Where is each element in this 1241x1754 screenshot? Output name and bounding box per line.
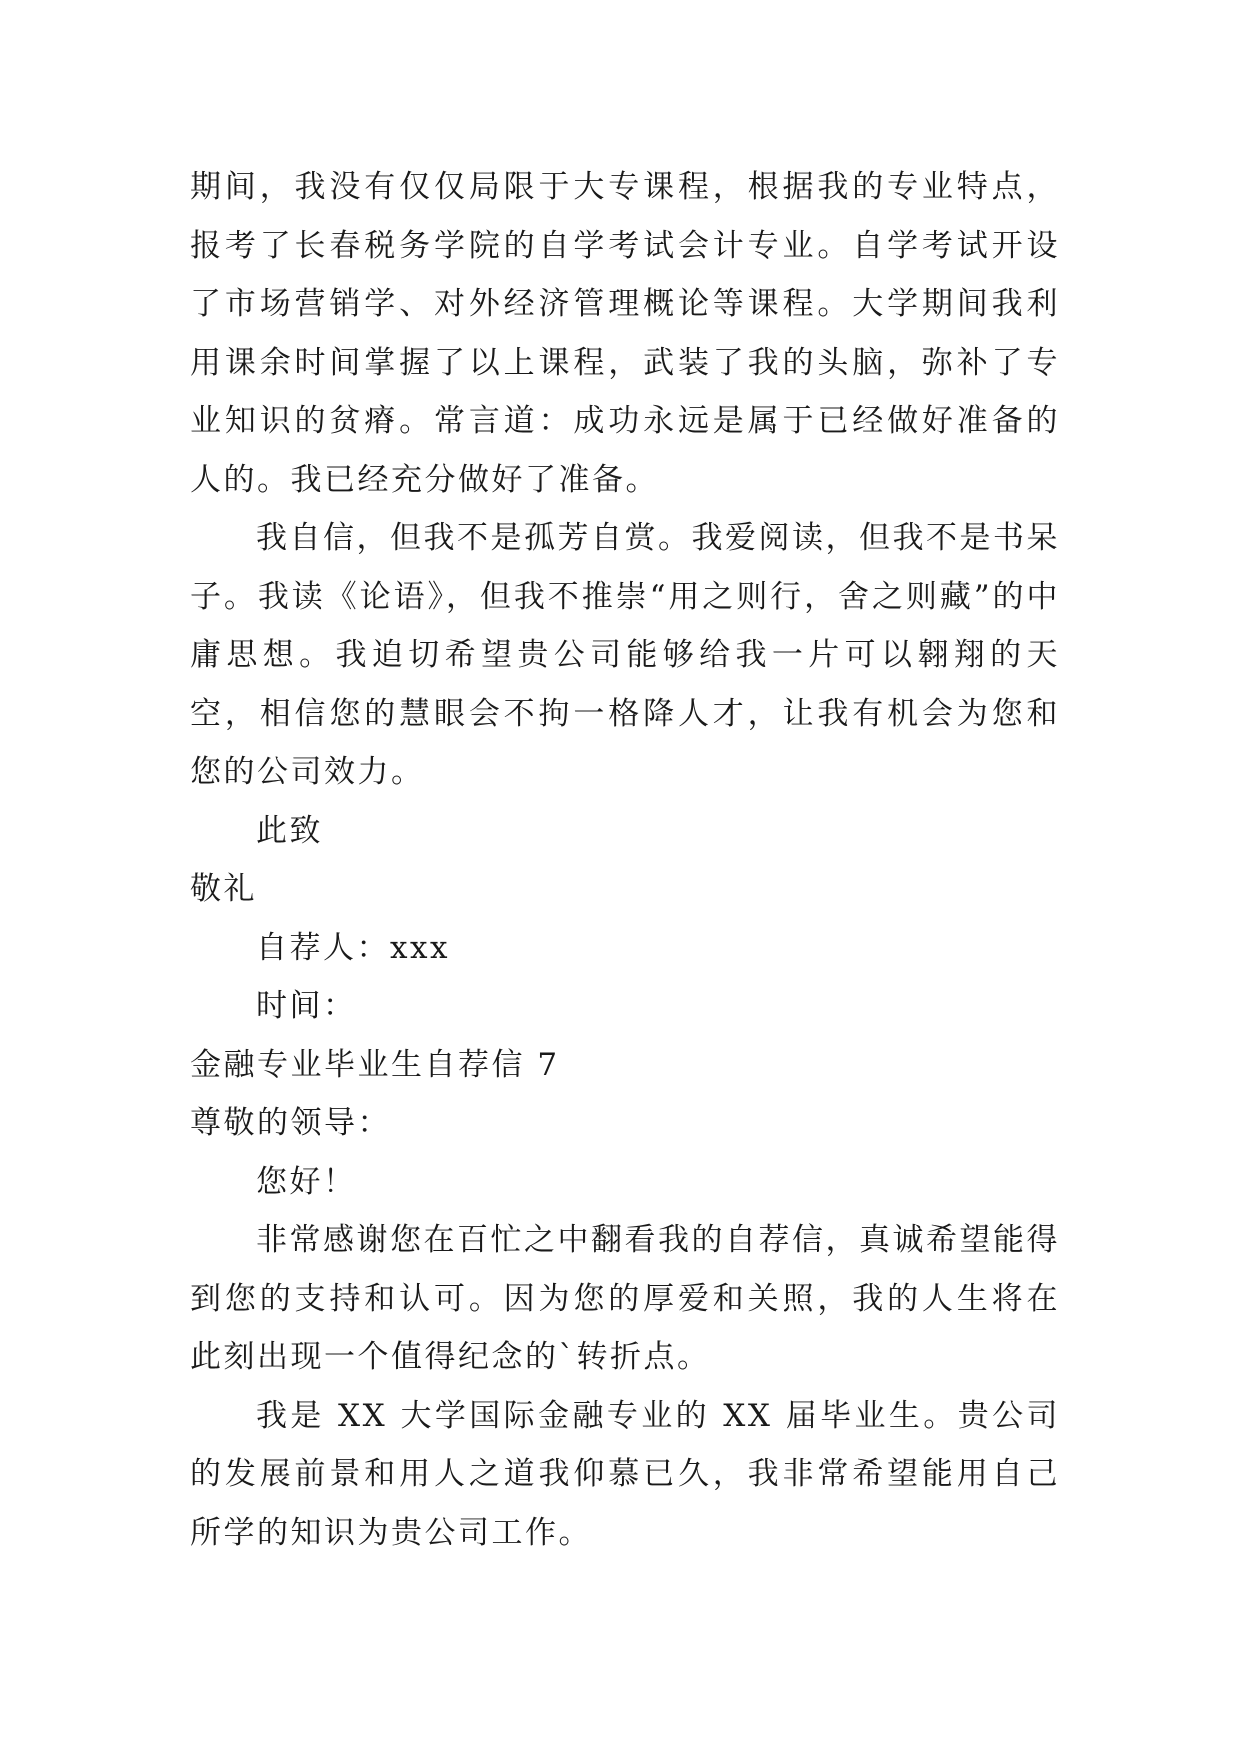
letter-title: 金融专业毕业生自荐信 7 [190,1046,560,1083]
closing-salutation: 此致 [256,812,323,849]
letter-body [190,158,1060,1562]
paragraph-introduction: 我是 XX 大学国际金融专业的 XX 届毕业生。贵公司的发展前景和用人之道我仰慕已久，我非常希望能用自己所学的知识为贵公司工作。 [190,1397,1060,1551]
paragraph-continuation: 期间，我没有仅仅局限于大专课程，根据我的专业特点，报考了长春税务学院的自学考试会计专业。自学考试开设了市场营销学、对外经济管理概论等课程。大学期间我利用课余时间掌握了以上课程，武装了我的头脑，弥补了专业知识的贫瘠。常言道：成功永远是属于已经做好准备的人的。我已经充分做好了准备。 [190,169,1060,498]
paragraph-self-description: 我自信，但我不是孤芳自赏。我爱阅读，但我不是书呆子。我读《论语》，但我不推崇“用之则行，舍之则藏”的中庸思想。我迫切希望贵公司能够给我一片可以翱翔的天空，相信您的慧眼会不拘一格降人才，让我有机会为您和您的公司效力。 [190,520,1060,790]
letter-greeting: 尊敬的领导： [190,1105,391,1141]
date-line: 时间： [256,988,357,1024]
signature-line: 自荐人：xxx [256,929,450,966]
closing-regards: 敬礼 [190,871,257,907]
letter-hello: 您好！ [256,1163,357,1200]
paragraph-thanks: 非常感谢您在百忙之中翻看我的自荐信，真诚希望能得到您的支持和认可。因为您的厚爱和关照，我的人生将在此刻出现一个值得纪念的`转折点。 [190,1222,1060,1375]
